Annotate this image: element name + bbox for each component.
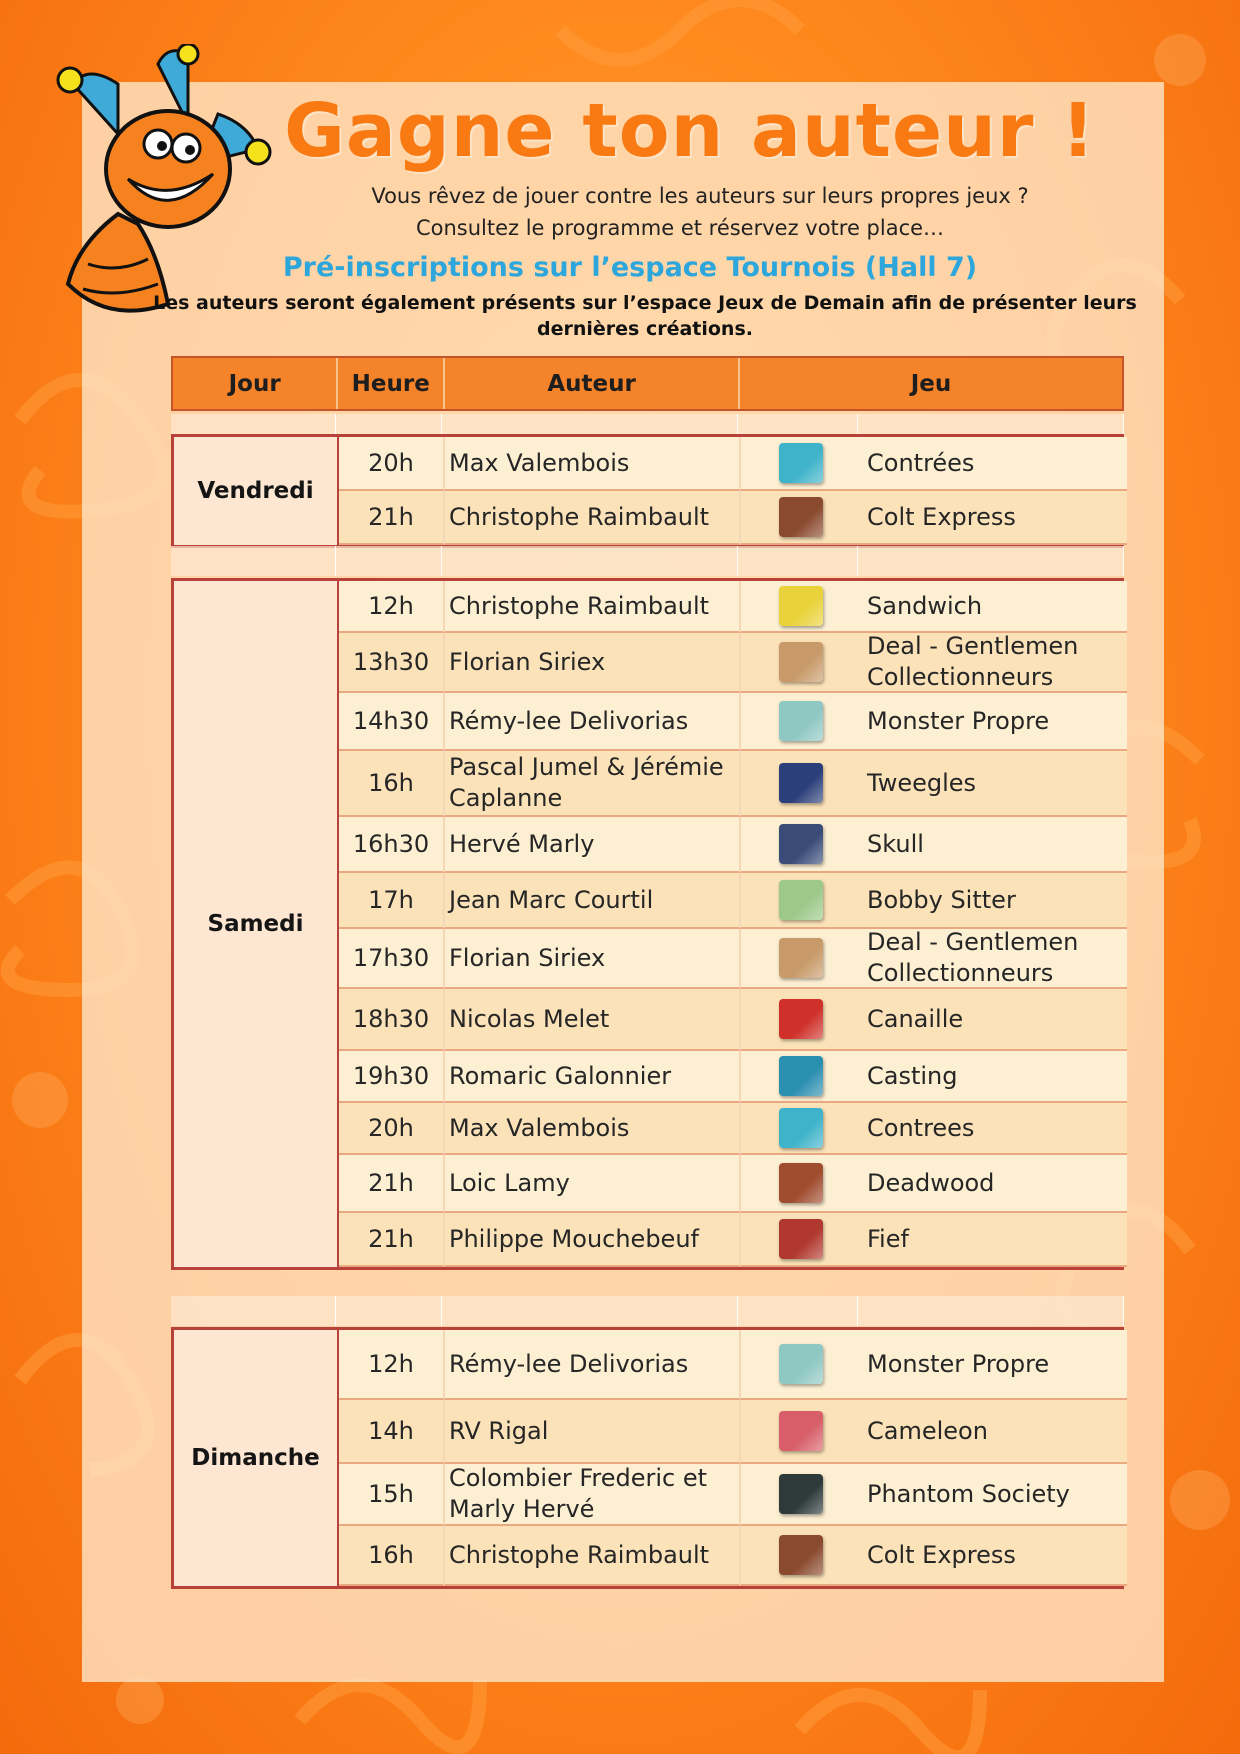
session-time: 14h — [339, 1400, 445, 1464]
game-box-icon — [779, 999, 823, 1039]
session-time: 21h — [339, 1155, 445, 1213]
game-box-cell — [741, 751, 861, 817]
game-box-icon — [779, 701, 823, 741]
session-game: Casting — [861, 1051, 1127, 1103]
session-author: RV Rigal — [445, 1400, 741, 1464]
column-header-day: Jour — [173, 358, 338, 409]
session-author: Christophe Raimbault — [445, 581, 741, 633]
game-box-icon — [779, 1056, 823, 1096]
session-game: Phantom Society — [861, 1464, 1127, 1526]
game-box-cell — [741, 581, 861, 633]
session-time: 16h30 — [339, 817, 445, 873]
session-game: Monster Propre — [861, 1330, 1127, 1400]
game-box-cell — [741, 873, 861, 929]
session-author: Rémy-lee Delivorias — [445, 1330, 741, 1400]
session-game: Colt Express — [861, 491, 1127, 545]
schedule-table — [171, 578, 1124, 1270]
game-box-cell — [741, 1051, 861, 1103]
session-author: Philippe Mouchebeuf — [445, 1213, 741, 1267]
registration-subtitle: Pré-inscriptions sur l’espace Tournois (Hall 7) — [282, 252, 978, 283]
session-author: Max Valembois — [445, 437, 741, 491]
session-author: Romaric Galonnier — [445, 1051, 741, 1103]
game-box-icon — [779, 497, 823, 537]
session-author: Pascal Jumel & Jérémie Caplanne — [445, 751, 741, 817]
session-author: Hervé Marly — [445, 817, 741, 873]
game-box-cell — [741, 989, 861, 1051]
intro-line-2: Consultez le programme et réservez votre place… — [415, 216, 945, 240]
session-author: Jean Marc Courtil — [445, 873, 741, 929]
jester-mascot-icon — [48, 44, 278, 329]
session-author: Christophe Raimbault — [445, 491, 741, 545]
game-box-icon — [779, 443, 823, 483]
day-label-sunday: Dimanche — [174, 1330, 339, 1586]
game-box-cell — [741, 817, 861, 873]
game-box-cell — [741, 1526, 861, 1586]
session-time: 12h — [339, 581, 445, 633]
session-time: 16h — [339, 1526, 445, 1586]
session-author: Christophe Raimbault — [445, 1526, 741, 1586]
session-author: Nicolas Melet — [445, 989, 741, 1051]
game-box-cell — [741, 437, 861, 491]
session-time: 15h — [339, 1464, 445, 1526]
session-time: 17h30 — [339, 929, 445, 989]
session-time: 12h — [339, 1330, 445, 1400]
session-game: Skull — [861, 817, 1127, 873]
session-author: Rémy-lee Delivorias — [445, 693, 741, 751]
day-label-saturday: Samedi — [174, 581, 339, 1267]
game-box-icon — [779, 1108, 823, 1148]
session-game: Deal - Gentlemen Collectionneurs — [861, 633, 1127, 693]
day-label-friday: Vendredi — [174, 437, 339, 545]
game-box-cell — [741, 491, 861, 545]
game-box-icon — [779, 642, 823, 682]
table-header — [171, 356, 1124, 411]
session-author: Loic Lamy — [445, 1155, 741, 1213]
game-box-cell — [741, 1155, 861, 1213]
column-header-game: Jeu — [910, 370, 952, 397]
session-time: 20h — [339, 437, 445, 491]
session-game: Monster Propre — [861, 693, 1127, 751]
schedule-table — [171, 434, 1124, 548]
game-box-icon — [779, 1411, 823, 1451]
spacer-row — [171, 1296, 1124, 1326]
game-box-cell — [741, 1464, 861, 1526]
session-author: Max Valembois — [445, 1103, 741, 1155]
session-time: 18h30 — [339, 989, 445, 1051]
game-box-icon — [779, 1535, 823, 1575]
game-box-icon — [779, 1474, 823, 1514]
session-time: 17h — [339, 873, 445, 929]
intro-line-1: Vous rêvez de jouer contre les auteurs sur leurs propres jeux ? — [371, 184, 1029, 208]
session-game: Fief — [861, 1213, 1127, 1267]
game-box-icon — [779, 586, 823, 626]
game-box-cell — [741, 1103, 861, 1155]
session-game: Bobby Sitter — [861, 873, 1127, 929]
game-box-icon — [779, 824, 823, 864]
session-time: 20h — [339, 1103, 445, 1155]
game-box-icon — [779, 1163, 823, 1203]
session-game: Contrées — [861, 437, 1127, 491]
session-time: 21h — [339, 1213, 445, 1267]
session-game: Tweegles — [861, 751, 1127, 817]
game-box-icon — [779, 763, 823, 803]
spacer-row — [171, 546, 1124, 576]
session-game: Cameleon — [861, 1400, 1127, 1464]
schedule-table — [171, 1327, 1124, 1589]
game-box-icon — [779, 1344, 823, 1384]
game-box-cell — [741, 1213, 861, 1267]
authors-note: Les auteurs seront également présents sur l’espace Jeux de Demain afin de présenter leurs dernières créations. — [153, 292, 1137, 340]
session-game: Sandwich — [861, 581, 1127, 633]
session-game: Colt Express — [861, 1526, 1127, 1586]
page-title: Gagne ton auteur ! — [284, 88, 1096, 174]
session-time: 14h30 — [339, 693, 445, 751]
game-box-cell — [741, 633, 861, 693]
session-time: 19h30 — [339, 1051, 445, 1103]
session-author: Florian Siriex — [445, 633, 741, 693]
session-game: Deadwood — [861, 1155, 1127, 1213]
session-time: 13h30 — [339, 633, 445, 693]
column-header-author: Auteur — [445, 358, 740, 409]
session-author: Florian Siriex — [445, 929, 741, 989]
session-author: Colombier Frederic et Marly Hervé — [445, 1464, 741, 1526]
game-box-cell — [741, 693, 861, 751]
game-box-icon — [779, 1219, 823, 1259]
game-box-icon — [779, 938, 823, 978]
game-box-cell — [741, 929, 861, 989]
game-box-icon — [779, 880, 823, 920]
column-header-time: Heure — [338, 358, 445, 409]
session-time: 16h — [339, 751, 445, 817]
session-time: 21h — [339, 491, 445, 545]
game-box-cell — [741, 1400, 861, 1464]
session-game: Contrees — [861, 1103, 1127, 1155]
game-box-cell — [741, 1330, 861, 1400]
session-game: Canaille — [861, 989, 1127, 1051]
session-game: Deal - Gentlemen Collectionneurs — [861, 929, 1127, 989]
